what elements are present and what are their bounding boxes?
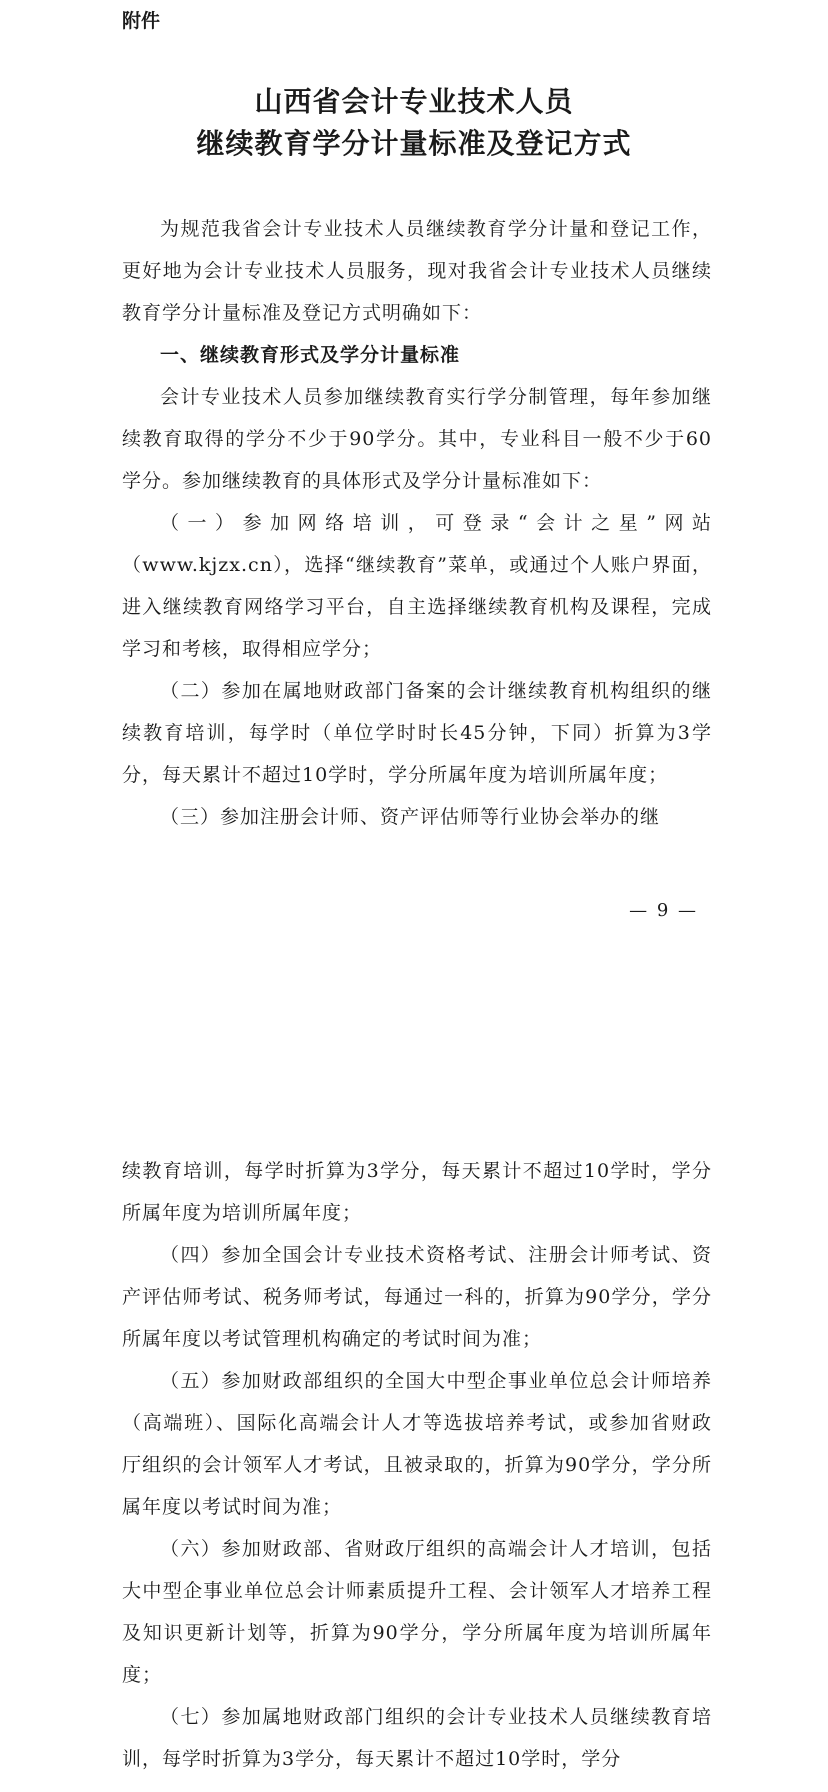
- item-7-paragraph-start: （七）参加属地财政部门组织的会计专业技术人员继续教育培训，每学时折算为3学分，每天累计不超过10学时，学分: [122, 1706, 712, 1770]
- item-1-paragraph: （一）参加网络培训，可登录“会计之星”网站（www.kjzx.cn），选择“继续教育”菜单，或通过个人账户界面，进入继续教育网络学习平台，自主选择继续教育机构及课程，完成学习和考核，取得相应学分；: [122, 512, 712, 660]
- document-title-line-2: 继续教育学分计量标准及登记方式: [196, 127, 632, 160]
- item-4-paragraph: （四）参加全国会计专业技术资格考试、注册会计师考试、资产评估师考试、税务师考试，每通过一科的，折算为90学分，学分所属年度以考试管理机构确定的考试时间为准；: [122, 1244, 712, 1350]
- intro-paragraph: 为规范我省会计专业技术人员继续教育学分计量和登记工作，更好地为会计专业技术人员服务，现对我省会计专业技术人员继续教育学分计量标准及登记方式明确如下：: [122, 218, 712, 324]
- item-5-paragraph: （五）参加财政部组织的全国大中型企事业单位总会计师培养（高端班）、国际化高端会计人才等选拔培养考试，或参加省财政厅组织的会计领军人才考试，且被录取的，折算为90学分，学分所属年度以考试时间为准；: [122, 1370, 712, 1518]
- page-number: — 9 —: [629, 900, 698, 921]
- document-body-page-1: [122, 208, 712, 838]
- item-3-paragraph-start: （三）参加注册会计师、资产评估师等行业协会举办的继: [160, 806, 661, 828]
- item-3-paragraph-continued: 续教育培训，每学时折算为3学分，每天累计不超过10学时，学分所属年度为培训所属年度；: [122, 1160, 712, 1224]
- document-body-page-2: [122, 1150, 712, 1780]
- item-2-paragraph: （二）参加在属地财政部门备案的会计继续教育机构组织的继续教育培训，每学时（单位学时时长45分钟，下同）折算为3学分，每天累计不超过10学时，学分所属年度为培训所属年度；: [122, 680, 712, 786]
- item-6-paragraph: （六）参加财政部、省财政厅组织的高端会计人才培训，包括大中型企事业单位总会计师素质提升工程、会计领军人才培养工程及知识更新计划等，折算为90学分，学分所属年度为培训所属年度；: [122, 1538, 712, 1686]
- document-page-2: [0, 1150, 828, 1792]
- document-title-line-1: 山西省会计专业技术人员: [254, 85, 574, 118]
- section-1-paragraph: 会计专业技术人员参加继续教育实行学分制管理，每年参加继续教育取得的学分不少于90学分。其中，专业科目一般不少于60学分。参加继续教育的具体形式及学分计量标准如下：: [122, 386, 712, 492]
- section-1-heading: 一、继续教育形式及学分计量标准: [160, 344, 461, 366]
- attachment-label: 附件: [122, 10, 161, 32]
